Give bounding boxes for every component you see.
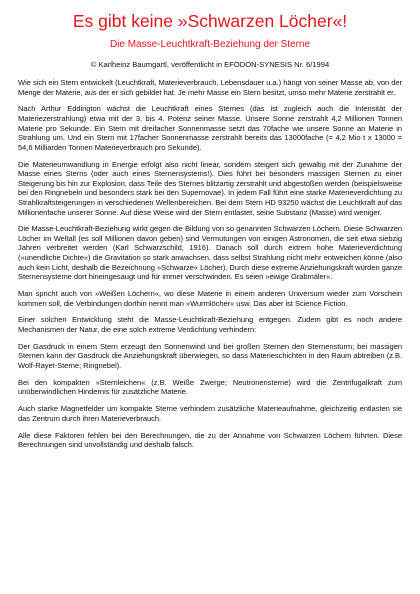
paragraph-1: Wie sich ein Stern entwickelt (Leuchtkraft, Materieverbrauch, Lebensdauer u.a.) hängt von seiner Masse ab, von der Menge der Materie, aus der er sich gebildet hat. Je mehr Masse ein Stern besitzt, umso mehr Materie zerstrahlt er. (18, 78, 402, 97)
paragraph-10: Alle diese Faktoren fehlen bei den Berechnungen, die zu der Annahme von Schwarzen Löchern führten. Diese Berechnungen sind unvollständig und deshalb falsch. (18, 430, 402, 450)
document-subtitle: Die Masse-Leuchtkraft-Beziehung der Sterne (109, 39, 311, 50)
paragraph-8: Bei den kompakten »Sternleichen« (z.B. Weiße Zwerge; Neutronensterne) wird die Zentrifugalkraft zum unüberwindlichen Hindernis für zusätzliche Materie. (18, 377, 402, 397)
copyright-line: © Karlheinz Baumgartl, veröffentlicht in EFODON-SYNESIS Nr. 6/1994 (90, 60, 330, 69)
paragraph-3: Die Materieumwandlung in Energie erfolgt also nicht linear, sondern steigert sich gewaltig mit der Zunahme der Masse eines Sterns (oder auch eines Sternensystems!). Dies führt bei besonders massigen Sternen zu einer Steigerung bis hin zur Explosion, dass Teile des Sternes blitzartig zerstrahlt und abgestoßen werden (beispielsweise bei den Ringnebeln und besonders stark bei den Supernovae). In jedem Fall führt eine starke Materieverdichtung zu Strahlkraftsteigerungen in verschiedenen Wellenbereichen. Bei dem Stern HD 93250 wächst die Leuchtkraft auf das Millionenfache unserer Sonne. Auf diese Weise wird der Stern entlastet, seine Substanz (Masse) wird weniger. (18, 159, 402, 217)
document-title: Es gibt keine »Schwarzen Löcher«! (72, 11, 348, 31)
paragraph-5: Man spricht auch von »Weißen Löchern«, wo diese Materie in einem anderen Universum wieder zum Vorschein kommen soll, die Verbindungen dorthin nennt man »Wurmlöcher« usw. Das aber ist Science Fiction. (18, 289, 402, 308)
paragraph-2: Nach Arthur Eddington wächst die Leuchtkraft eines Sternes (das ist zugleich auch die Intensität der Materiezerstrahlung) etwa mit der 3. bis 4. Potenz seiner Masse. Unsere Sonne zerstrahlt 4,2 Millionen Tonnen Materie pro Sekunde. Ein Stern mit dreifacher Sonnenmasse setzt das 70fache wie unsere Sonne an Materie in Strahlung um. Und ein Stern mit 17facher Sonnenmasse zerstrahlt bereits das 13000fache (= 4,2 Mio t x 13000 = 54,6 Milliarden Tonnen Materieverbrauch pro Sekunde). (18, 104, 402, 152)
paragraph-4: Die Masse-Leuchtkraft-Beziehung wirkt gegen die Bildung von so genannten Schwarzen Löchern. Diese Schwarzen Löcher im Weltall (es soll Millionen davon geben) sind Vermutungen von einigen Astronomen, die seit etwa siebzig Jahren verbreitet werden (Karl Schwarzschild, 1916). Danach soll durch extrem hohe Materieverdichtung (»unendliche Dichte«) die Gravitation so stark anwachsen, dass selbst Strahlung nicht mehr entweichen könne (also auch kein Licht, deshalb die Bezeichnung »Schwarze« Löcher). Durch diese extreme Anziehungskraft würden ganze Sternensysteme dort hineingesaugt und für immer verschwinden. Es seien »ewige Grabmäler«. (18, 224, 402, 282)
paragraph-7: Der Gasdruck in einem Stern erzeugt den Sonnenwind und bei großen Sternen den Sternensturm; bei massigen Sternen kann der Gasdruck die Anziehungskraft überwiegen, so dass Materieschichten in den Raum abtreiben (z.B. Wolf-Rayet-Sterne; Ringnebel). (18, 341, 402, 370)
article-body (18, 78, 402, 450)
paragraph-9: Auch starke Magnetfelder um kompakte Sterne verhindern zusätzliche Materieaufnahme, gleichzeitig entlasten sie das Zentrum durch ihren Materieverbrauch. (18, 404, 402, 423)
paragraph-6: Einer solchen Entwicklung steht die Masse-Leuchtkraft-Beziehung entgegen. Zudem gibt es noch andere Mechanismen der Natur, die eine solch extreme Verdichtung verhindern: (18, 315, 402, 334)
